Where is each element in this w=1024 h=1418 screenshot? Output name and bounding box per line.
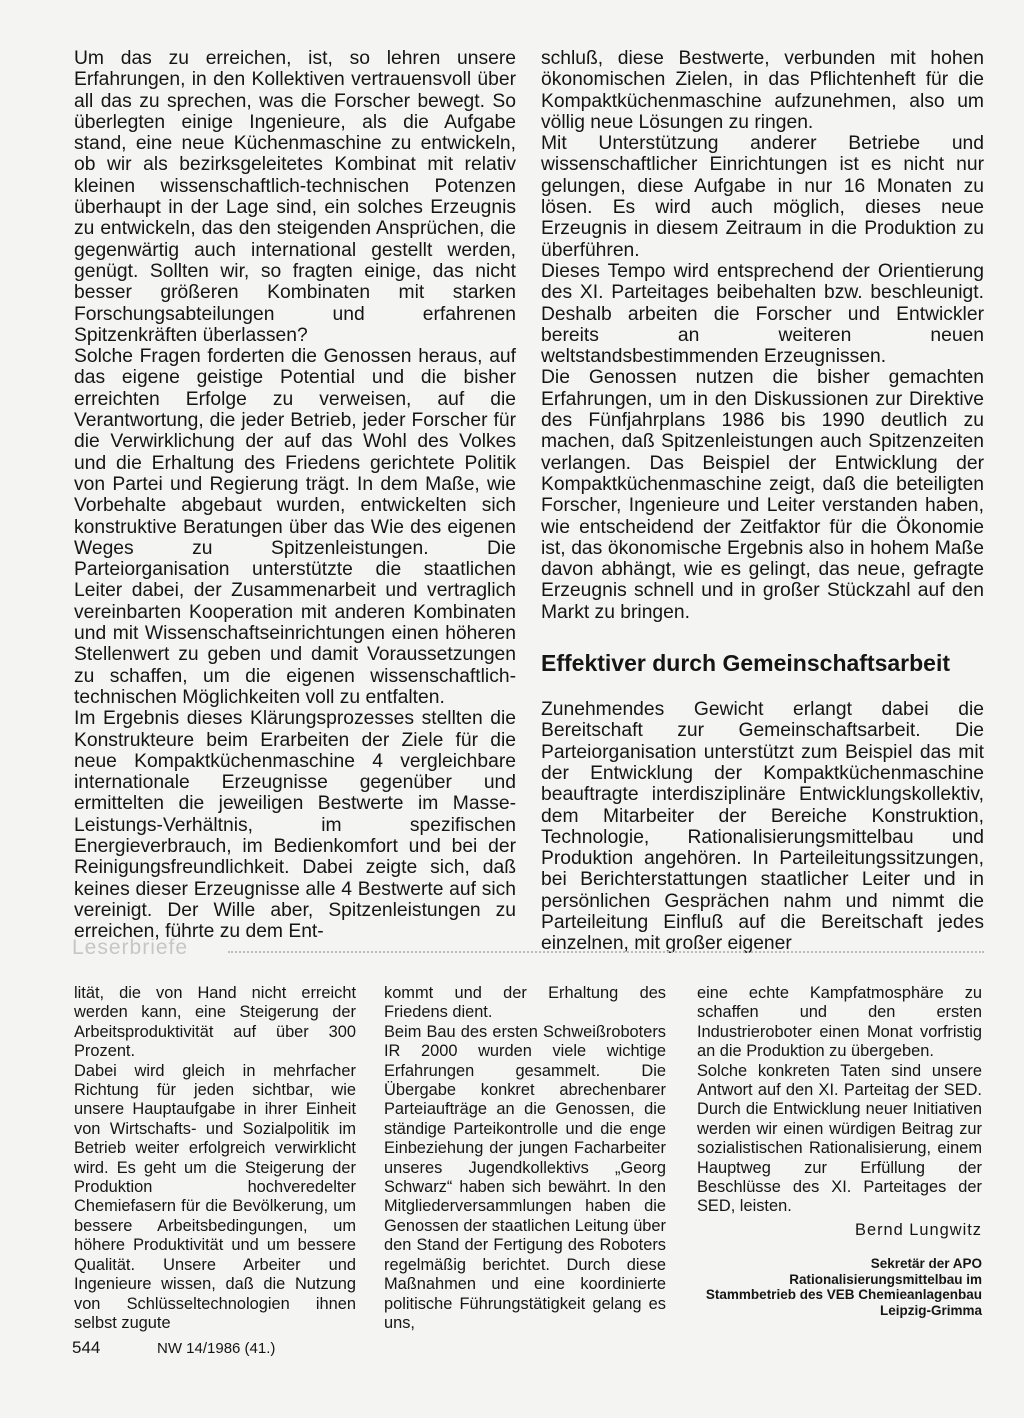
affiliation-line: Leipzig-Grimma — [879, 1302, 982, 1318]
paragraph: Solche Fragen forderten die Genossen heraus, auf das eigene geistige Potential und die bisher erreichten Erfolge zu verweisen, auf die Verantwortung, die jeder Betrieb, jeder Forscher für die Verwirklichung der auf das Wohl des Volkes und die Erhaltung des Friedens gerichtete Politik von Partei und Regierung trägt. In dem Maße, wie Vorbehalte abgebaut wurden, entwickelten sich konstruktive Beratungen über das Wie des eigenen Weges zu Spitzenleistungen. Die Parteiorganisation unterstützte die staatlichen Leiter dabei, der Zusammenarbeit und vertraglich vereinbarten Kooperation mit anderen Kombinaten und mit Wissenschaftseinrichtungen einen höheren Stellenwert zu geben und damit Voraussetzungen zu schaffen, um die eigenen wissenschaftlich-technischen Möglichkeiten voll zu entfalten. — [74, 346, 516, 708]
paragraph: schluß, diese Bestwerte, verbunden mit hohen ökonomischen Zielen, in das Pflichtenheft für die Kompaktküchenmaschine aufzunehmen, also um völlig neue Lösungen zu ringen. — [541, 48, 984, 133]
paragraph: Zunehmendes Gewicht erlangt dabei die Bereitschaft zur Gemeinschaftsarbeit. Die Parteiorganisation unterstützt zum Beispiel das mit der Entwicklung der Kompaktküchenmaschine beauftragte interdisziplinäre Entwicklungskollektiv, dem Mitarbeiter der Bereiche Konstruktion, Technologie, Rationalisierungsmittelbau und Produktion angehören. In Parteileitungssitzungen, bei Berichterstattungen staatlicher Leiter und in persönlichen Gesprächen nahm und nimmt die Parteileitung Einfluß auf die Bereitschaft jedes einzelnen, mit großer eigener — [541, 699, 984, 955]
paragraph: Die Genossen nutzen die bisher gemachten Erfahrungen, um in den Diskussionen zur Direktive des Fünfjahrplans 1986 bis 1990 deutlich zu machen, daß Spitzenleistungen auch Spitzenzeiten verlangen. Das Beispiel der Entwicklung der Kompaktküchenmaschine zeigt, daß die beteiligten Forscher, Ingenieure und Leiter verstanden haben, wie entscheidend der Zeitfaktor für die Ökonomie ist, das ökonomische Ergebnis also in hohem Maße davon abhängt, wie es gelingt, das neue, gefragte Erzeugnis schnell und in großer Stückzahl auf den Markt zu bringen. — [541, 367, 984, 623]
upper-right-column — [541, 48, 984, 955]
letter-column-1 — [74, 984, 356, 1333]
issue-label: NW 14/1986 (41.) — [157, 1340, 276, 1357]
section-label-leserbriefe: Leserbriefe — [72, 936, 189, 959]
paragraph: Im Ergebnis dieses Klärungsprozesses stellten die Konstrukteure beim Erarbeiten der Ziele für die neue Kompaktküchenmaschine 4 vergleichbare internationale Erzeugnisse gegenüber und ermittelten die jeweiligen Bestwerte im Masse-Leistungs-Verhältnis, im spezifischen Energieverbrauch, im Bedienkomfort und bei der Reinigungsfreundlichkeit. Dabei zeigte sich, daß keines dieser Erzeugnisse alle 4 Bestwerte auf sich vereinigt. Der Wille aber, Spitzenleistungen zu erreichen, führte zu dem Ent- — [74, 708, 516, 943]
letter-column-2 — [384, 984, 666, 1333]
section-heading: Effektiver durch Gemeinschaftsarbeit — [541, 650, 951, 677]
affiliation-line: Rationalisierungsmittelbau im — [789, 1271, 982, 1287]
paragraph: lität, die von Hand nicht erreicht werden kann, eine Steigerung der Arbeitsproduktivität auf über 300 Prozent. — [74, 984, 356, 1061]
affiliation-line: Stammbetrieb des VEB Chemieanlagenbau — [705, 1287, 982, 1303]
affiliation — [697, 1256, 982, 1318]
paragraph: kommt und der Erhaltung des Friedens dient. — [384, 984, 666, 1022]
paragraph: Dabei wird gleich in mehrfacher Richtung für jeden sichtbar, wie unsere Hauptaufgabe in ihrer Einheit von Wirtschafts- und Sozialpolitik im Betrieb weiter erfolgreich verwirklicht wird. Es geht um die Steigerung der Produktion hochveredelter Chemiefasern für die Bevölkerung, um bessere Arbeitsbedingungen, um höhere Produktivität und um bessere Qualität. Unsere Arbeiter und Ingenieure wissen, daß die Nutzung von Schlüsseltechnologien ihnen selbst zugute — [74, 1061, 356, 1332]
paragraph: eine echte Kampfatmosphäre zu schaffen und den ersten Industrieroboter einen Monat vorfristig an die Produktion zu übergeben. — [697, 984, 982, 1061]
paragraph: Solche konkreten Taten sind unsere Antwort auf den XI. Parteitag der SED. Durch die Entwicklung neuer Initiativen werden wir einen würdigen Beitrag zur sozialistischen Rationalisierung, einem Hauptweg zur Erfüllung der Beschlüsse des XI. Parteitages der SED, leisten. — [697, 1061, 982, 1216]
affiliation-line: Sekretär der APO — [870, 1256, 982, 1272]
upper-left-column — [74, 48, 516, 942]
paragraph: Beim Bau des ersten Schweißroboters IR 2000 wurden viele wichtige Erfahrungen gesammelt. Die Übergabe konkret abrechenbarer Parteiaufträge an die Genossen, die ständige Parteikontrolle und die enge Einbeziehung der jungen Facharbeiter unseres Jugendkollektivs „Georg Schwarz“ haben sich bewährt. In den Mitgliederversammlungen haben die Genossen der staatlichen Leitung über den Stand der Fertigung des Roboters regelmäßig berichtet. Durch diese Maßnahmen und eine koordinierte politische Führungstätigkeit gelang es uns, — [384, 1022, 666, 1332]
signature: Bernd Lungwitz — [855, 1220, 982, 1239]
letter-column-3 — [697, 984, 982, 1318]
paragraph: Um das zu erreichen, ist, so lehren unsere Erfahrungen, in den Kollektiven vertrauensvoll über all das zu sprechen, was die Forscher bewegt. So überlegten einige Ingenieure, als die Aufgabe stand, eine neue Küchenmaschine zu entwickeln, ob wir als bezirksgeleitetes Kombinat mit relativ kleinen wissenschaftlich-technischen Potenzen überhaupt in der Lage sind, ein solches Erzeugnis zu entwickeln, das den steigenden Ansprüchen, die gegenwärtig auch international gestellt werden, genügt. Sollten wir, so fragten einige, das nicht besser größeren Kombinaten mit starken Forschungsabteilungen und erfahrenen Spitzenkräften überlassen? — [74, 48, 516, 346]
page-number: 544 — [72, 1338, 101, 1357]
paragraph: Dieses Tempo wird entsprechend der Orientierung des XI. Parteitages beibehalten bzw. beschleunigt. Deshalb arbeiten die Forscher und Entwickler bereits an weiteren neuen weltstandsbestimmenden Erzeugnissen. — [541, 260, 984, 368]
paragraph: Mit Unterstützung anderer Betriebe und wissenschaftlicher Einrichtungen ist es nicht nur gelungen, diese Aufgabe in nur 16 Monaten zu lösen. Es wird auch möglich, dieses neue Erzeugnis in diesem Zeitraum in die Produktion zu überführen. — [541, 133, 984, 261]
section-divider — [228, 951, 984, 953]
